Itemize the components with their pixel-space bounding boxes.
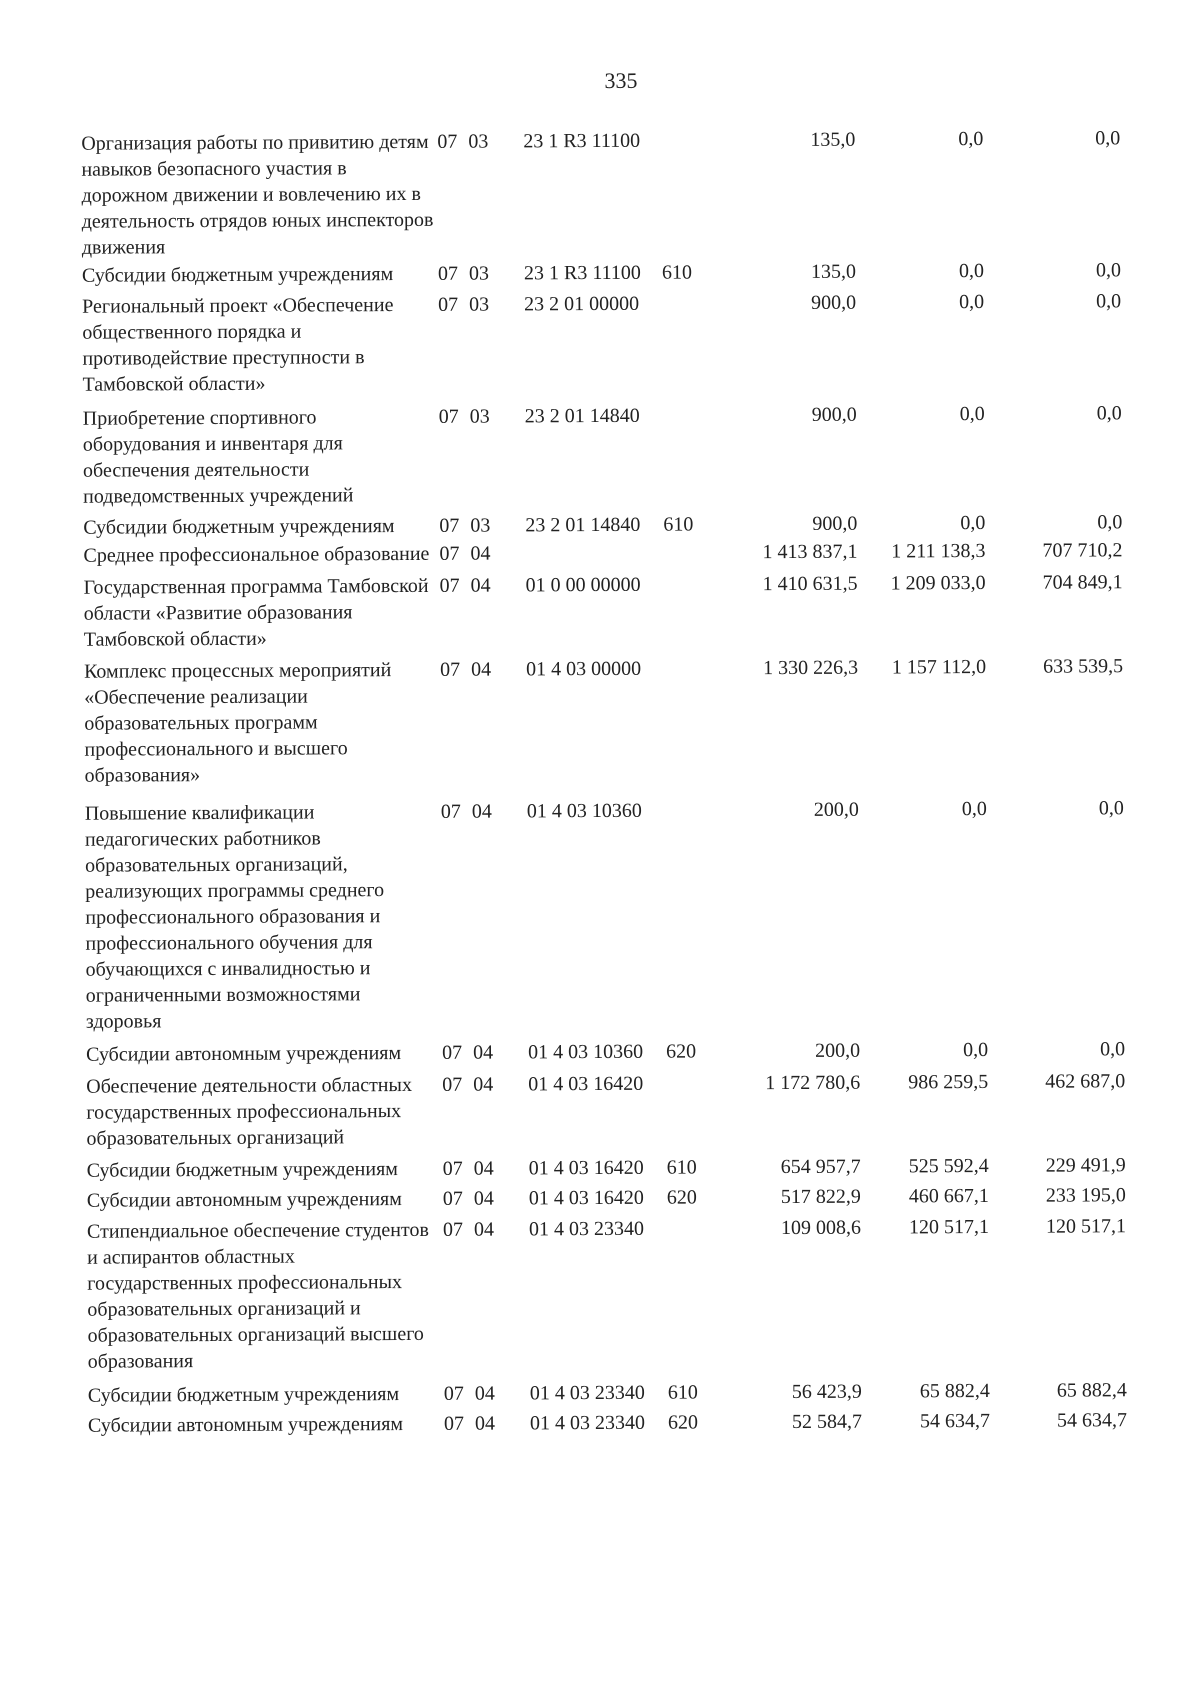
row-amount-year-2: 986 259,5: [860, 1069, 988, 1096]
row-target-article-code: 01 4 03 10360: [528, 1039, 666, 1066]
row-section-code: 07 03: [435, 512, 525, 538]
row-target-article-code: [525, 540, 663, 541]
row-section-code: 07 03: [433, 128, 523, 154]
row-target-article-code: 23 2 01 14840: [525, 403, 663, 430]
row-amount-year-1: 1 330 226,3: [714, 655, 858, 682]
table-row: [86, 1036, 1186, 1068]
row-target-article-code: 23 2 01 14840: [525, 512, 663, 539]
row-section-code: 07 04: [438, 1071, 528, 1097]
row-target-article-code: 23 1 R3 11100: [523, 128, 661, 155]
row-amount-year-1: 900,0: [712, 290, 856, 317]
row-name: Субсидии бюджетным учреждениям: [87, 1156, 439, 1184]
row-section-code: 07 03: [434, 260, 524, 286]
row-amount-year-2: 120 517,1: [861, 1214, 989, 1241]
row-amount-year-2: 460 667,1: [861, 1183, 989, 1210]
row-target-article-code: 23 2 01 00000: [524, 291, 662, 318]
row-amount-year-3: 0,0: [984, 257, 1121, 284]
row-name: Субсидии автономным учреждениям: [87, 1186, 439, 1214]
row-amount-year-1: 1 172 780,6: [716, 1070, 860, 1097]
row-expense-type-code: 610: [668, 1379, 718, 1405]
row-amount-year-2: 1 211 138,3: [857, 538, 985, 565]
row-name: Субсидии автономным учреждениям: [88, 1411, 440, 1439]
row-amount-year-2: 65 882,4: [862, 1378, 990, 1405]
table-row: [82, 257, 1182, 289]
row-amount-year-1: 900,0: [713, 402, 857, 429]
row-target-article-code: 01 4 03 16420: [529, 1185, 667, 1212]
row-section-code: 07 04: [436, 656, 526, 682]
row-amount-year-2: 0,0: [856, 289, 984, 316]
row-name: Субсидии автономным учреждениям: [86, 1040, 438, 1068]
row-name: Субсидии бюджетным учреждениям: [88, 1381, 440, 1409]
table-row: [81, 125, 1182, 261]
row-amount-year-3: 120 517,1: [989, 1213, 1126, 1240]
row-amount-year-2: 0,0: [857, 510, 985, 537]
row-target-article-code: 01 4 03 16420: [528, 1071, 666, 1098]
row-target-article-code: 01 4 03 23340: [530, 1410, 668, 1437]
table-row: [87, 1152, 1187, 1184]
row-section-code: 07 04: [438, 1039, 528, 1065]
row-amount-year-1: 200,0: [716, 1038, 860, 1065]
row-target-article-code: 01 4 03 23340: [529, 1216, 667, 1243]
row-target-article-code: 01 4 03 23340: [530, 1380, 668, 1407]
row-amount-year-2: 0,0: [857, 401, 985, 428]
row-amount-year-2: 0,0: [855, 126, 983, 153]
row-amount-year-1: 52 584,7: [718, 1409, 862, 1436]
row-amount-year-3: 229 491,9: [989, 1152, 1126, 1179]
row-name: Стипендиальное обеспечение студентов и аспирантов областных государственных профессиональных образовательных организаций и образовательных организаций высшего образования: [87, 1217, 440, 1375]
row-amount-year-3: 0,0: [985, 400, 1122, 427]
row-amount-year-3: 0,0: [987, 795, 1124, 822]
row-amount-year-3: 233 195,0: [989, 1182, 1126, 1209]
row-target-article-code: 01 4 03 16420: [529, 1155, 667, 1182]
row-name: Среднее профессиональное образование: [83, 541, 435, 569]
budget-table: [81, 125, 1188, 1439]
table-row: [86, 1068, 1186, 1152]
table-row: [87, 1182, 1187, 1214]
table-row: [87, 1213, 1188, 1375]
row-target-article-code: 23 1 R3 11100: [524, 260, 662, 287]
table-row: [85, 795, 1186, 1035]
row-amount-year-3: 0,0: [983, 125, 1120, 152]
row-name: Повышение квалификации педагогических работников образовательных организаций, реализующих программы среднего профессионального образования и профессионального обучения для обучающихся с инвалидностью и ограниченными возможностями здоровья: [85, 799, 438, 1035]
row-section-code: 07 04: [436, 572, 526, 598]
table-row: [82, 288, 1183, 398]
row-section-code: 07 04: [439, 1185, 529, 1211]
row-amount-year-1: 200,0: [715, 797, 859, 824]
row-name: Субсидии бюджетным учреждениям: [83, 513, 435, 541]
row-amount-year-2: 54 634,7: [862, 1408, 990, 1435]
page-number: 335: [0, 65, 1200, 98]
row-target-article-code: 01 4 03 00000: [526, 656, 664, 683]
row-amount-year-3: 65 882,4: [990, 1377, 1127, 1404]
row-amount-year-3: 0,0: [988, 1036, 1125, 1063]
row-name: Государственная программа Тамбовской области «Развитие образования Тамбовской области»: [84, 573, 436, 653]
row-amount-year-3: 707 710,2: [985, 537, 1122, 564]
row-amount-year-1: 135,0: [711, 127, 855, 154]
row-amount-year-1: 56 423,9: [718, 1379, 862, 1406]
table-row: [88, 1407, 1188, 1439]
row-amount-year-1: 135,0: [712, 259, 856, 286]
row-name: Субсидии бюджетным учреждениям: [82, 261, 434, 289]
row-amount-year-3: 704 849,1: [986, 569, 1123, 596]
table-row: [83, 400, 1184, 510]
row-section-code: 07 04: [440, 1410, 530, 1436]
row-amount-year-2: 0,0: [860, 1037, 988, 1064]
row-amount-year-1: 1 410 631,5: [714, 571, 858, 598]
row-expense-type-code: 610: [667, 1154, 717, 1180]
row-amount-year-2: 525 592,4: [861, 1153, 989, 1180]
row-amount-year-2: 1 157 112,0: [858, 654, 986, 681]
row-amount-year-3: 462 687,0: [988, 1068, 1125, 1095]
row-section-code: 07 03: [434, 291, 524, 317]
row-amount-year-1: 109 008,6: [717, 1215, 861, 1242]
table-row: [84, 653, 1185, 789]
row-amount-year-1: 517 822,9: [717, 1184, 861, 1211]
row-name: Обеспечение деятельности областных государственных профессиональных образовательных организаций: [86, 1072, 438, 1152]
table-row: [88, 1377, 1188, 1409]
row-expense-type-code: 610: [662, 259, 712, 285]
row-section-code: 07 04: [435, 540, 525, 566]
row-amount-year-3: 0,0: [984, 288, 1121, 315]
row-amount-year-3: 633 539,5: [986, 653, 1123, 680]
row-section-code: 07 03: [435, 403, 525, 429]
row-name: Региональный проект «Обеспечение общественного порядка и противодействие преступности в Тамбовской области»: [82, 292, 435, 398]
row-expense-type-code: 610: [663, 511, 713, 537]
table-row: [83, 537, 1183, 569]
row-amount-year-3: 54 634,7: [990, 1407, 1127, 1434]
table-row: [83, 509, 1183, 541]
row-target-article-code: 01 4 03 10360: [527, 798, 665, 825]
row-section-code: 07 04: [439, 1216, 529, 1242]
row-section-code: 07 04: [439, 1155, 529, 1181]
row-expense-type-code: 620: [668, 1409, 718, 1435]
row-amount-year-1: 900,0: [713, 511, 857, 538]
row-section-code: 07 04: [440, 1380, 530, 1406]
row-name: Организация работы по привитию детям навыков безопасного участия в дорожном движении и вовлечению их в деятельность отрядов юных инспекторов движения: [81, 129, 434, 261]
row-amount-year-3: 0,0: [985, 509, 1122, 536]
row-expense-type-code: 620: [666, 1038, 716, 1064]
row-amount-year-1: 1 413 837,1: [713, 539, 857, 566]
row-section-code: 07 04: [437, 798, 527, 824]
row-amount-year-2: 0,0: [859, 796, 987, 823]
row-expense-type-code: 620: [667, 1184, 717, 1210]
row-target-article-code: 01 0 00 00000: [526, 572, 664, 599]
row-name: Комплекс процессных мероприятий «Обеспечение реализации образовательных программ профессионального и высшего образования»: [84, 657, 437, 789]
row-amount-year-1: 654 957,7: [717, 1154, 861, 1181]
table-row: [84, 569, 1184, 653]
row-amount-year-2: 1 209 033,0: [858, 570, 986, 597]
row-amount-year-2: 0,0: [856, 258, 984, 285]
row-name: Приобретение спортивного оборудования и инвентаря для обеспечения деятельности подведомственных учреждений: [83, 404, 436, 510]
